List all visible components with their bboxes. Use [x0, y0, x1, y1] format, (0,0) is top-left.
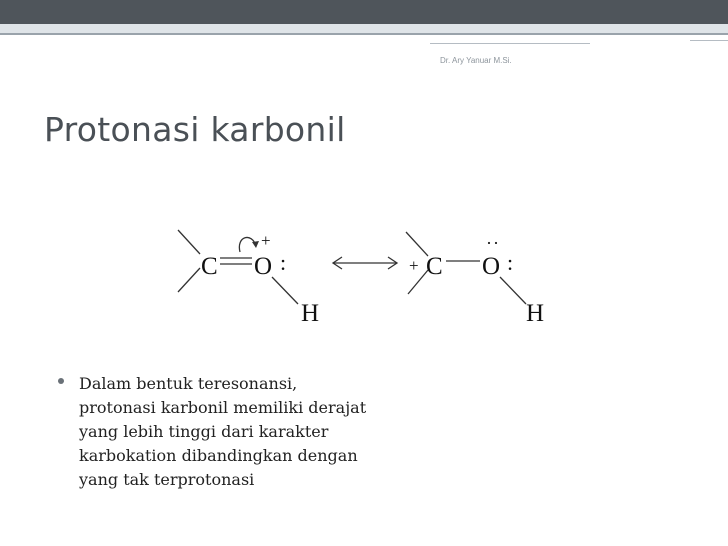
- author-label: Dr. Ary Yanuar M.Si.: [440, 56, 512, 65]
- lone-pair-top-right: ··: [486, 233, 500, 253]
- oxygen-atom-left: O: [254, 253, 273, 280]
- positive-charge-right: +: [409, 256, 419, 275]
- bullet-icon: [58, 378, 64, 384]
- oxygen-atom-right: O: [482, 253, 501, 280]
- decorative-line: [430, 43, 590, 44]
- hydrogen-atom-right: H: [526, 300, 545, 327]
- resonance-diagram: [170, 222, 570, 332]
- decorative-line: [690, 40, 728, 41]
- lone-pair-left: :: [280, 250, 287, 275]
- curved-arrow-icon: [239, 237, 256, 252]
- right-structure: [406, 232, 544, 327]
- left-structure: [178, 230, 319, 327]
- slide-accent-bar: [0, 33, 728, 35]
- resonance-arrow-icon: [333, 257, 397, 269]
- bullet-item: Dalam bentuk teresonansi, protonasi karbonil memiliki derajat yang lebih tinggi dari karakter karbokation dibandingkan dengan yang tak terprotonasi: [79, 374, 367, 489]
- slide-title: Protonasi karbonil: [44, 110, 346, 149]
- slide-top-stripe: [0, 24, 728, 33]
- hydrogen-atom-left: H: [301, 300, 320, 327]
- positive-charge-left: +: [261, 231, 271, 250]
- lone-pair-right: :: [507, 250, 514, 275]
- slide-top-bar: [0, 0, 728, 24]
- carbon-atom-right: C: [426, 253, 443, 280]
- carbon-atom-left: C: [201, 253, 218, 280]
